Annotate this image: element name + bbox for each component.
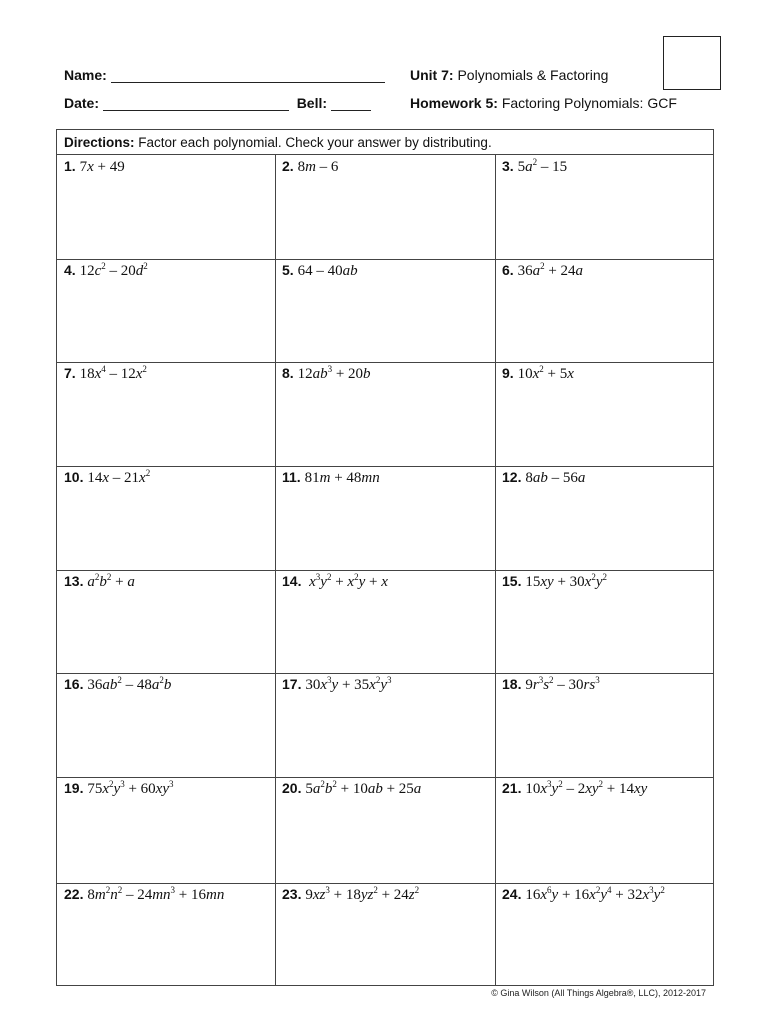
problem-expression: $5a^2 - 15$	[517, 157, 568, 175]
problem-number: 2.	[282, 158, 298, 174]
unit-line	[410, 67, 608, 83]
name-label: Name:	[64, 67, 107, 83]
problem-number: 23.	[282, 886, 306, 902]
problem-number: 10.	[64, 469, 88, 485]
homework-label: Homework 5:	[410, 95, 498, 111]
problem-cell[interactable]	[495, 673, 713, 777]
copyright: © Gina Wilson (All Things Algebra®, LLC), 2012-2017	[491, 988, 706, 998]
problem-number: 5.	[282, 262, 298, 278]
problem-number: 21.	[502, 780, 526, 796]
problem-cell[interactable]	[57, 362, 275, 466]
problem-number: 22.	[64, 886, 88, 902]
problem-cell[interactable]	[57, 259, 275, 362]
problem-number: 19.	[64, 780, 88, 796]
grid-divider	[57, 883, 713, 884]
problem-cell[interactable]	[495, 570, 713, 673]
problem-number: 12.	[502, 469, 526, 485]
date-label: Date:	[64, 95, 100, 111]
directions-row	[57, 130, 713, 155]
problem-number: 14.	[282, 573, 306, 589]
problem-expression: 81m + 48mn	[304, 470, 380, 486]
problem-cell[interactable]	[495, 362, 713, 466]
problem-expression: $12c^2 - 20d^2$	[79, 261, 148, 279]
problem-cell[interactable]	[57, 570, 275, 673]
problem-number: 13.	[64, 573, 88, 589]
problem-number: 8.	[282, 365, 298, 381]
problem-expression: $75x^2y^3 + 60xy^3$	[87, 779, 174, 797]
grid-divider	[57, 570, 713, 571]
problem-expression: 8m – 6	[297, 159, 339, 175]
unit-title: Polynomials & Factoring	[457, 67, 609, 83]
date-line	[64, 95, 371, 111]
problem-expression: $15xy + 30x^2y^2$	[525, 572, 607, 590]
score-box	[663, 36, 721, 90]
problem-expression: 64 – 40ab	[297, 263, 358, 279]
problem-cell[interactable]	[275, 570, 495, 673]
problem-cell[interactable]	[495, 883, 713, 985]
homework-line	[410, 95, 677, 111]
problem-expression: $36a^2 + 24a$	[517, 261, 584, 279]
problem-number: 4.	[64, 262, 80, 278]
homework-title: Factoring Polynomials: GCF	[501, 95, 677, 111]
problem-number: 24.	[502, 886, 526, 902]
problem-number: 16.	[64, 676, 88, 692]
problem-number: 20.	[282, 780, 306, 796]
problem-expression: 8ab – 56a	[525, 470, 586, 486]
problem-expression: 7x + 49	[79, 159, 125, 175]
problem-cell[interactable]	[57, 883, 275, 985]
problem-number: 1.	[64, 158, 80, 174]
bell-label: Bell:	[296, 95, 328, 111]
problem-cell[interactable]	[275, 673, 495, 777]
grid-divider	[57, 777, 713, 778]
problem-number: 18.	[502, 676, 526, 692]
problem-expression: $9r^3s^2 - 30rs^3$	[525, 675, 600, 693]
directions-text: Factor each polynomial. Check your answer by distributing.	[138, 135, 492, 150]
problem-number: 9.	[502, 365, 518, 381]
name-field[interactable]	[111, 68, 385, 83]
problem-number: 3.	[502, 158, 518, 174]
bell-field[interactable]	[331, 96, 371, 111]
problem-cell[interactable]	[495, 155, 713, 259]
problem-cell[interactable]	[275, 259, 495, 362]
problem-number: 7.	[64, 365, 80, 381]
problem-expression: $9xz^3 + 18yz^2 + 24z^2$	[305, 885, 420, 903]
problem-expression: $16x^6y + 16x^2y^4 + 32x^3y^2$	[525, 885, 665, 903]
problem-expression: $8m^2n^2 - 24mn^3 + 16mn$	[87, 885, 225, 903]
problem-expression: $14x - 21x^2$	[87, 468, 151, 486]
name-line	[64, 67, 385, 83]
problem-number: 11.	[282, 469, 305, 485]
problem-expression: $a^2b^2 + a$	[87, 572, 135, 590]
problem-cell[interactable]	[57, 155, 275, 259]
problem-expression: $30x^3y + 35x^2y^3$	[305, 675, 392, 693]
problem-cell[interactable]	[57, 466, 275, 570]
problem-expression: $10x^2 + 5x$	[517, 364, 574, 382]
problem-expression: $12ab^3 + 20b$	[297, 364, 371, 382]
worksheet	[56, 129, 714, 986]
problem-cell[interactable]	[57, 673, 275, 777]
problem-expression: $x^3y^2 + x^2y + x$	[309, 572, 388, 590]
directions-label: Directions:	[64, 135, 135, 150]
problem-cell[interactable]	[275, 155, 495, 259]
problem-cell[interactable]	[57, 777, 275, 883]
problem-number: 17.	[282, 676, 306, 692]
problem-expression: $18x^4 - 12x^2$	[79, 364, 147, 382]
grid-divider	[57, 362, 713, 363]
problem-cell[interactable]	[495, 777, 713, 883]
grid-divider	[57, 466, 713, 467]
problem-expression: $5a^2b^2 + 10ab + 25a$	[305, 779, 422, 797]
date-field[interactable]	[103, 96, 289, 111]
problem-number: 15.	[502, 573, 526, 589]
problem-expression: $10x^3y^2 - 2xy^2 + 14xy$	[525, 779, 648, 797]
problem-cell[interactable]	[275, 362, 495, 466]
problem-cell[interactable]	[495, 259, 713, 362]
problem-cell[interactable]	[275, 466, 495, 570]
problem-cell[interactable]	[495, 466, 713, 570]
problem-expression: $36ab^2 - 48a^2b$	[87, 675, 172, 693]
grid-divider	[57, 259, 713, 260]
problem-grid	[57, 155, 713, 985]
unit-label: Unit 7:	[410, 67, 454, 83]
problem-cell[interactable]	[275, 883, 495, 985]
grid-divider	[57, 673, 713, 674]
problem-cell[interactable]	[275, 777, 495, 883]
problem-number: 6.	[502, 262, 518, 278]
